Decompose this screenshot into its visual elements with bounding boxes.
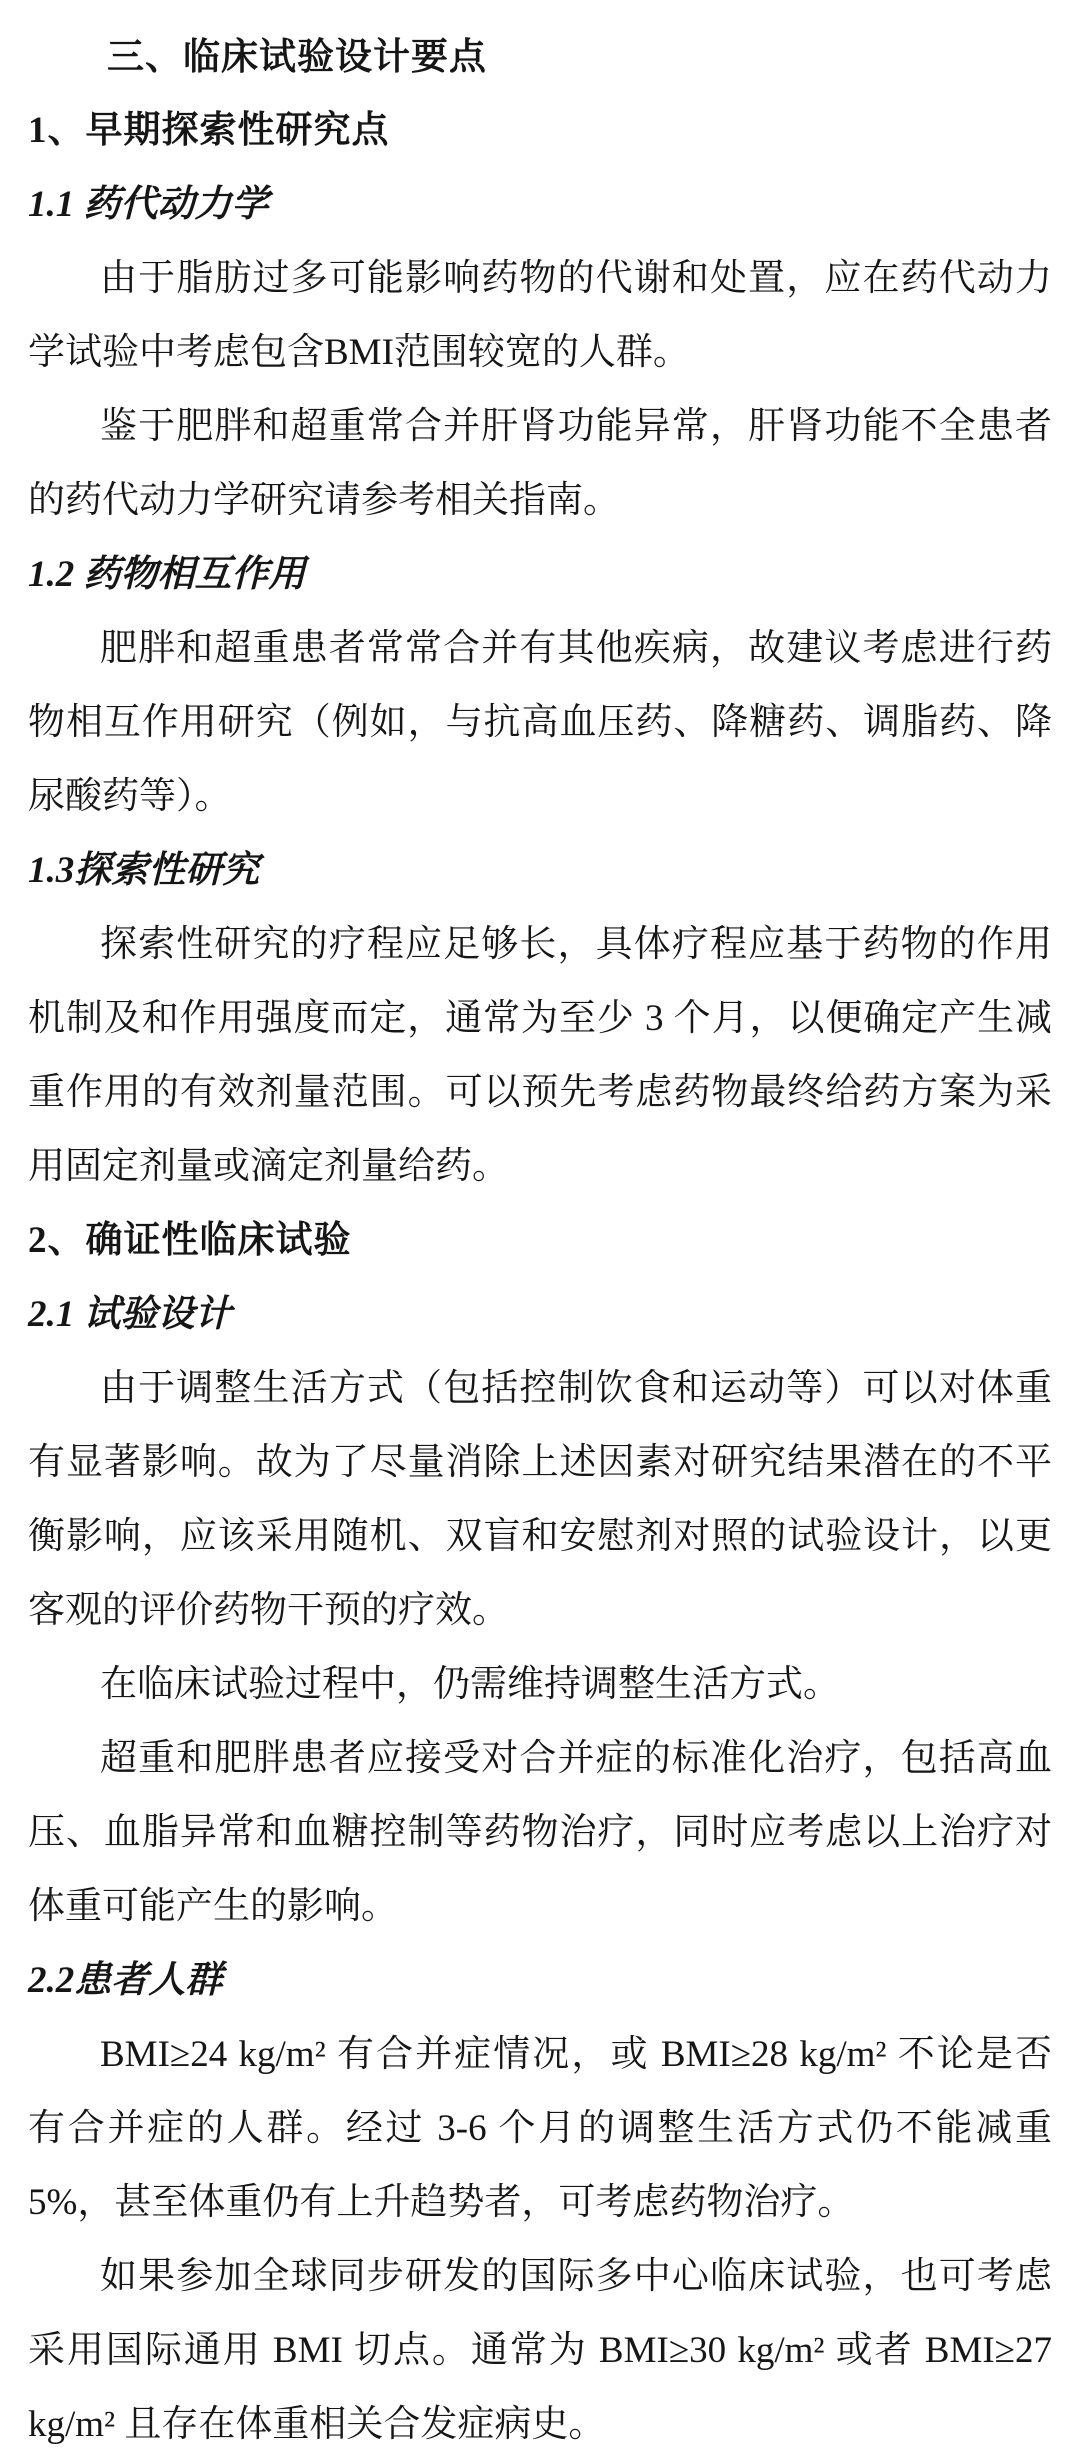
- subsection-1-1-heading: 1.1 药代动力学: [28, 184, 269, 225]
- paragraph-trial-design-3: 超重和肥胖患者应接受对合并症的标准化治疗，包括高血压、血脂异常和血糖控制等药物治疗，同时应考虑以上治疗对体重可能产生的影响。: [28, 1738, 1052, 1927]
- paragraph-pharmacokinetics-2: 鉴于肥胖和超重常合并肝肾功能异常，肝肾功能不全患者的药代动力学研究请参考相关指南。: [28, 406, 1052, 521]
- section-1-heading: 1、早期探索性研究点: [28, 110, 390, 151]
- paragraph-trial-design-2: 在临床试验过程中，仍需维持调整生活方式。: [100, 1664, 840, 1705]
- paragraph-trial-design-1: 由于调整生活方式（包括控制饮食和运动等）可以对体重有显著影响。故为了尽量消除上述因素对研究结果潜在的不平衡影响，应该采用随机、双盲和安慰剂对照的试验设计，以更客观的评价药物干预的疗效。: [28, 1368, 1052, 1631]
- section-2-heading: 2、确证性临床试验: [28, 1220, 352, 1261]
- subsection-1-2-heading: 1.2 药物相互作用: [28, 554, 306, 595]
- paragraph-exploratory-study-1: 探索性研究的疗程应足够长，具体疗程应基于药物的作用机制及和作用强度而定，通常为至少 3 个月，以便确定产生减重作用的有效剂量范围。可以预先考虑药物最终给药方案为采用固定剂量或滴定剂量给药。: [28, 924, 1052, 1187]
- paragraph-drug-interaction-1: 肥胖和超重患者常常合并有其他疾病，故建议考虑进行药物相互作用研究（例如，与抗高血压药、降糖药、调脂药、降尿酸药等）。: [28, 628, 1052, 817]
- paragraph-patient-population-2: 如果参加全球同步研发的国际多中心临床试验，也可考虑采用国际通用 BMI 切点。通常为 BMI≥30 kg/m² 或者 BMI≥27 kg/m² 且存在体重相关合发症病史。: [28, 2256, 1052, 2445]
- paragraph-patient-population-1: BMI≥24 kg/m² 有合并症情况，或 BMI≥28 kg/m² 不论是否有合并症的人群。经过 3-6 个月的调整生活方式仍不能减重 5%，甚至体重仍有上升趋势者，可考虑药物治疗。: [28, 2034, 1052, 2223]
- document-title: 三、临床试验设计要点: [107, 36, 487, 77]
- subsection-2-1-heading: 2.1 试验设计: [28, 1294, 232, 1335]
- paragraph-pharmacokinetics-1: 由于脂肪过多可能影响药物的代谢和处置，应在药代动力学试验中考虑包含BMI范围较宽的人群。: [28, 258, 1052, 373]
- subsection-2-2-heading: 2.2患者人群: [28, 1960, 223, 2001]
- subsection-1-3-heading: 1.3探索性研究: [28, 850, 260, 891]
